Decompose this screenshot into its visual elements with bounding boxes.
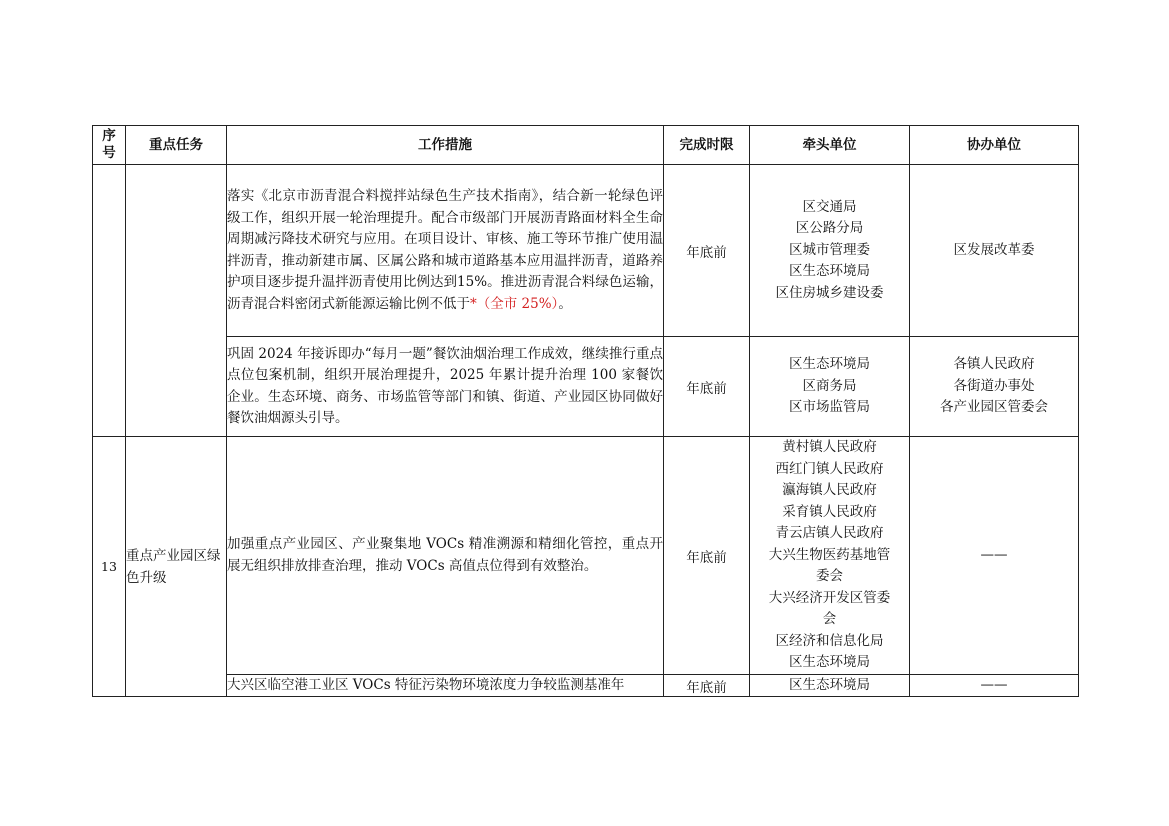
- measure-text: 落实《北京市沥青混合料搅拌站绿色生产技术指南》，结合新一轮绿色评级工作，组织开展一轮治理提升。配合市级部门开展沥青路面材料全生命周期减污降技术研究与应用。在项目设计、审核、施工等环节推广使用温拌沥青，推动新建市属、区属公路和城市道路基本应用温拌沥青，道路养护项目逐步提升温拌沥青使用比例达到15%。推进沥青混合料绿色运输，沥青混合料密闭式新能源运输比例不低于: [227, 188, 663, 312]
- table-row: [93, 337, 1079, 437]
- lead-units-cell: [750, 337, 910, 437]
- header-lead: 牵头单位: [750, 126, 910, 165]
- lead-unit: 区住房城乡建设委: [775, 284, 884, 301]
- task-cell: 重点产业园区绿色升级: [126, 437, 227, 697]
- lead-unit: 区交通局: [802, 198, 857, 215]
- lead-unit: 区经济和信息化局: [775, 632, 884, 649]
- assist-units-cell: [910, 675, 1079, 697]
- header-row: [93, 126, 1079, 165]
- header-seq-label: 序号: [102, 128, 116, 161]
- lead-unit: 区城市管理委: [789, 241, 870, 258]
- table-row: [93, 165, 1079, 337]
- lead-units-cell: [750, 165, 910, 337]
- deadline-cell: 年底前: [664, 437, 750, 675]
- deadline-cell: 年底前: [664, 337, 750, 437]
- measure-cell: 加强重点产业园区、产业聚集地 VOCs 精准溯源和精细化管控，重点开展无组织排放排查治理，推动 VOCs 高值点位得到有效整治。: [227, 437, 664, 675]
- assist-unit: 各产业园区管委会: [940, 399, 1048, 416]
- lead-unit: 黄村镇人民政府: [782, 439, 877, 456]
- task-table: [92, 125, 1079, 697]
- lead-unit: 区生态环境局: [789, 356, 870, 373]
- deadline-cell: 年底前: [664, 165, 750, 337]
- lead-unit: 大兴经济开发区管委会: [768, 589, 891, 628]
- measure-cell: 巩固 2024 年接诉即办“每月一题”餐饮油烟治理工作成效，继续推行重点点位包案机制，组织开展治理提升，2025 年累计提升治理 100 家餐饮企业。生态环境、商务、市场监管等部门和镇、街道、产业园区协同做好餐饮油烟源头引导。: [227, 337, 664, 437]
- header-assist: 协办单位: [910, 126, 1079, 165]
- assist-units-cell: [910, 165, 1079, 337]
- table-row: [93, 437, 1079, 675]
- lead-unit: 瀛海镇人民政府: [782, 482, 877, 499]
- lead-unit: 区商务局: [802, 377, 857, 394]
- lead-unit: 区生态环境局: [789, 654, 870, 671]
- table-row: [93, 675, 1079, 697]
- assist-unit: ——: [980, 677, 1008, 693]
- lead-units-cell: [750, 675, 910, 697]
- header-seq: [93, 126, 126, 165]
- lead-unit: 大兴生物医药基地管委会: [768, 546, 891, 585]
- header-deadline: 完成时限: [664, 126, 750, 165]
- measure-highlight: *（全市 25%）: [470, 295, 559, 312]
- lead-unit: 区生态环境局: [789, 677, 870, 693]
- header-task: 重点任务: [126, 126, 227, 165]
- assist-unit: 区发展改革委: [953, 241, 1035, 258]
- measure-cell: 大兴区临空港工业区 VOCs 特征污染物环境浓度力争较监测基准年: [227, 675, 664, 697]
- assist-unit: 各街道办事处: [953, 377, 1035, 394]
- lead-unit: 西红门镇人民政府: [775, 460, 884, 477]
- lead-unit: 采育镇人民政府: [782, 503, 877, 520]
- lead-unit: 区生态环境局: [789, 263, 870, 280]
- lead-unit: 区公路分局: [795, 220, 864, 237]
- assist-unit: ——: [980, 546, 1008, 563]
- header-measure: 工作措施: [227, 126, 664, 165]
- seq-cell-empty: [93, 165, 126, 437]
- deadline-cell: 年底前: [664, 675, 750, 697]
- assist-units-cell: [910, 337, 1079, 437]
- measure-text-end: 。: [558, 295, 572, 312]
- assist-unit: 各镇人民政府: [953, 356, 1035, 373]
- assist-units-cell: [910, 437, 1079, 675]
- seq-cell: 13: [93, 437, 126, 697]
- lead-unit: 区市场监管局: [789, 399, 870, 416]
- measure-cell: [227, 165, 664, 337]
- task-cell-empty: [126, 165, 227, 437]
- lead-units-cell: [750, 437, 910, 675]
- lead-unit: 青云店镇人民政府: [775, 525, 884, 542]
